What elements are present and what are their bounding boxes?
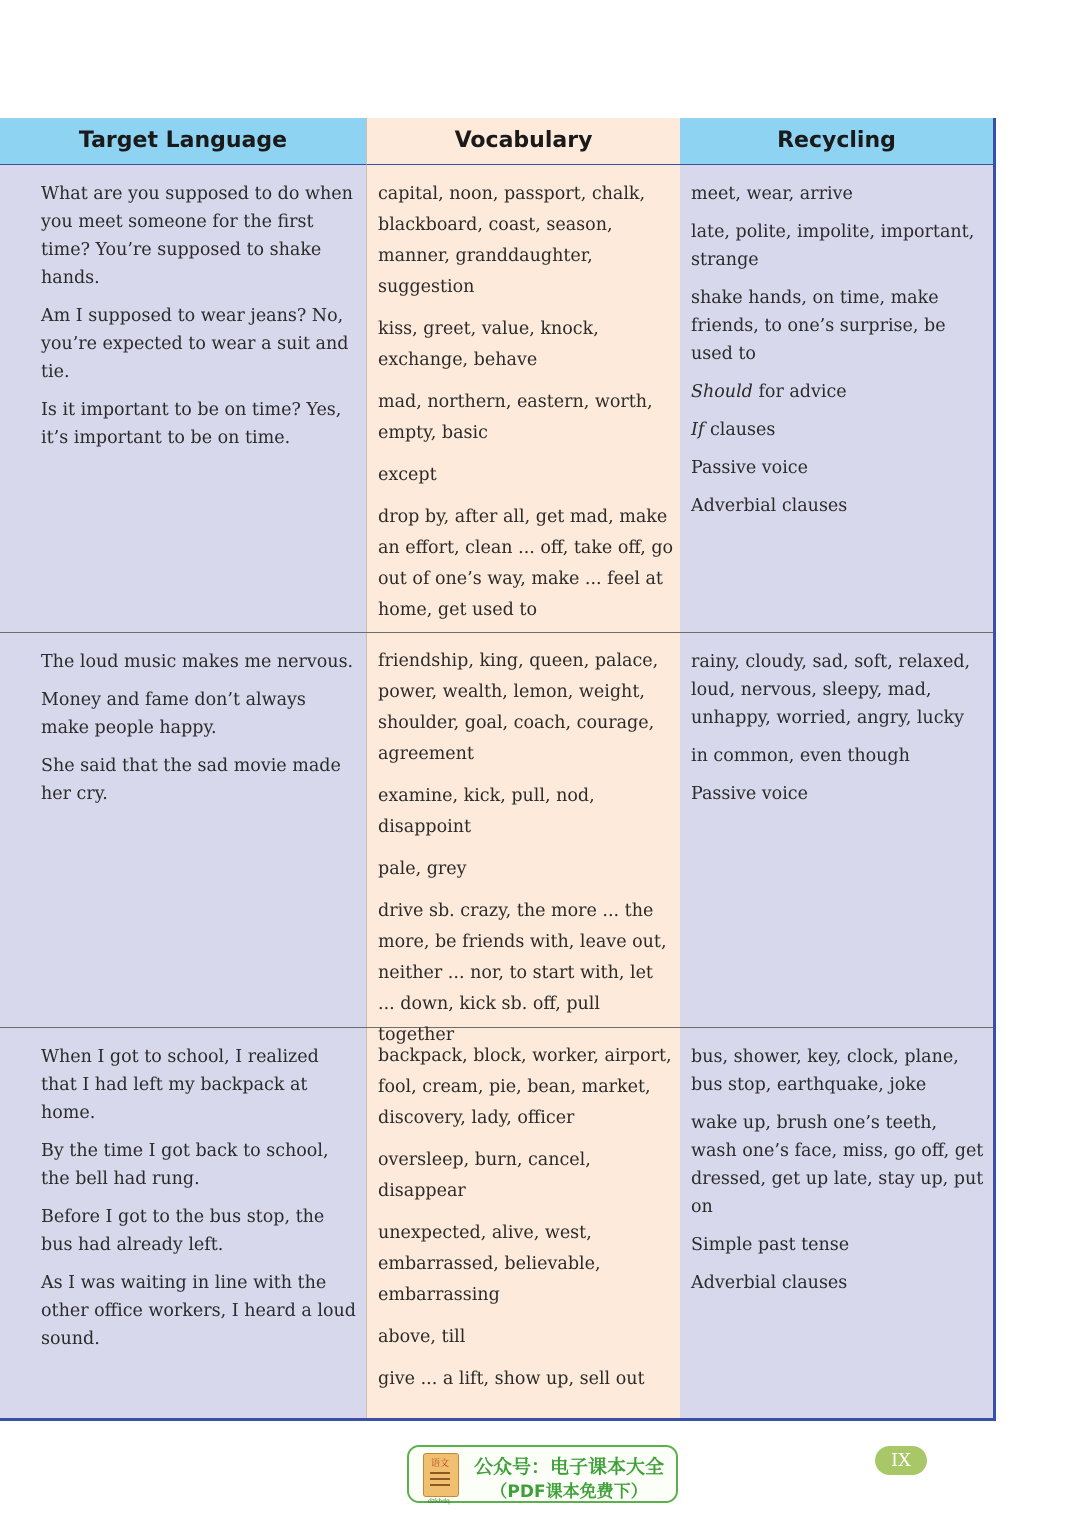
recycling-item: meet, wear, arrive — [691, 184, 853, 204]
badge-line-1: 公众号：电子课本大全 — [473, 1456, 664, 1478]
target-sentence: Before I got to the bus stop, the bus had already left. — [41, 1207, 325, 1255]
syllabus-table — [0, 118, 996, 1421]
recycling-item: in common, even though — [691, 746, 910, 766]
vocab-group: drop by, after all, get mad, make an effort, clean ... off, take off, go out of one’s way, make ... feel at home, get used to — [378, 507, 674, 620]
textbook-icon — [423, 1453, 459, 1505]
vocab-group: give ... a lift, show up, sell out — [378, 1369, 645, 1389]
row-1-target-language — [41, 180, 359, 462]
row-2-target-language — [41, 648, 359, 818]
vocabulary-header: Vocabulary — [366, 118, 681, 165]
recycling-item: Should for advice — [691, 382, 847, 402]
textbook-icon-label: 语文 — [431, 1459, 450, 1469]
recycling-item: Adverbial clauses — [691, 1273, 848, 1293]
recycling-item: Passive voice — [691, 458, 808, 478]
recycling-item: Passive voice — [691, 784, 808, 804]
target-sentence: Money and fame don’t always make people happy. — [41, 690, 306, 738]
vocab-group: except — [378, 465, 437, 485]
textbook-icon-sublabel: dzkbdq — [428, 1498, 450, 1505]
recycling-item: wake up, brush one’s teeth, wash one’s face, miss, go off, get dressed, get up late, stay up, put on — [691, 1113, 984, 1217]
recycling-header: Recycling — [680, 118, 993, 165]
target-sentence: By the time I got back to school, the bell had rung. — [41, 1141, 329, 1189]
row-3-vocabulary — [378, 1041, 674, 1406]
recycling-item: bus, shower, key, clock, plane, bus stop, earthquake, joke — [691, 1047, 959, 1095]
vocab-group: friendship, king, queen, palace, power, wealth, lemon, weight, shoulder, goal, coach, courage, agreement — [378, 651, 659, 764]
target-sentence: What are you supposed to do when you meet someone for the first time? You’re supposed to shake hands. — [41, 184, 353, 288]
recycling-item: If clauses — [691, 420, 776, 440]
vocab-group: examine, kick, pull, nod, disappoint — [378, 786, 595, 837]
vocab-group: pale, grey — [378, 859, 467, 879]
vocab-group: mad, northern, eastern, worth, empty, basic — [378, 392, 653, 443]
recycling-item: late, polite, impolite, important, strange — [691, 222, 975, 270]
row-1-recycling — [691, 180, 987, 530]
row-3-recycling — [691, 1043, 987, 1307]
vocab-group: oversleep, burn, cancel, disappear — [378, 1150, 591, 1201]
row-2-vocabulary — [378, 646, 674, 1062]
target-sentence: As I was waiting in line with the other office workers, I heard a loud sound. — [41, 1273, 356, 1349]
vocab-group: capital, noon, passport, chalk, blackboard, coast, season, manner, granddaughter, suggestion — [378, 184, 646, 297]
row-2-recycling — [691, 648, 987, 818]
target-sentence: The loud music makes me nervous. — [41, 652, 354, 672]
vocab-group: drive sb. crazy, the more ... the more, be friends with, leave out, neither ... nor, to start with, let ... down, kick sb. off, pull together — [378, 901, 667, 1045]
recycling-item: Adverbial clauses — [691, 496, 848, 516]
target-language-header: Target Language — [0, 118, 366, 165]
vocab-group: above, till — [378, 1327, 466, 1347]
vocab-group: unexpected, alive, west, embarrassed, believable, embarrassing — [378, 1223, 601, 1305]
row-3-target-language — [41, 1043, 359, 1363]
target-sentence: She said that the sad movie made her cry. — [41, 756, 341, 804]
recycling-item: rainy, cloudy, sad, soft, relaxed, loud, nervous, sleepy, mad, unhappy, worried, angry, lucky — [691, 652, 971, 728]
recycling-item: Simple past tense — [691, 1235, 850, 1255]
target-sentence: Am I supposed to wear jeans? No, you’re expected to wear a suit and tie. — [41, 306, 349, 382]
vocab-group: backpack, block, worker, airport, fool, cream, pie, bean, market, discovery, lady, officer — [378, 1046, 672, 1128]
vocab-group: kiss, greet, value, knock, exchange, behave — [378, 319, 599, 370]
recycling-item: shake hands, on time, make friends, to one’s surprise, be used to — [691, 288, 946, 364]
badge-line-2: （PDF课本免费下） — [490, 1482, 648, 1502]
target-sentence: When I got to school, I realized that I had left my backpack at home. — [41, 1047, 319, 1123]
page-number: IX — [875, 1446, 927, 1475]
target-sentence: Is it important to be on time? Yes, it’s important to be on time. — [41, 400, 342, 448]
row-1-vocabulary — [378, 179, 674, 637]
wechat-account-badge — [407, 1445, 678, 1503]
